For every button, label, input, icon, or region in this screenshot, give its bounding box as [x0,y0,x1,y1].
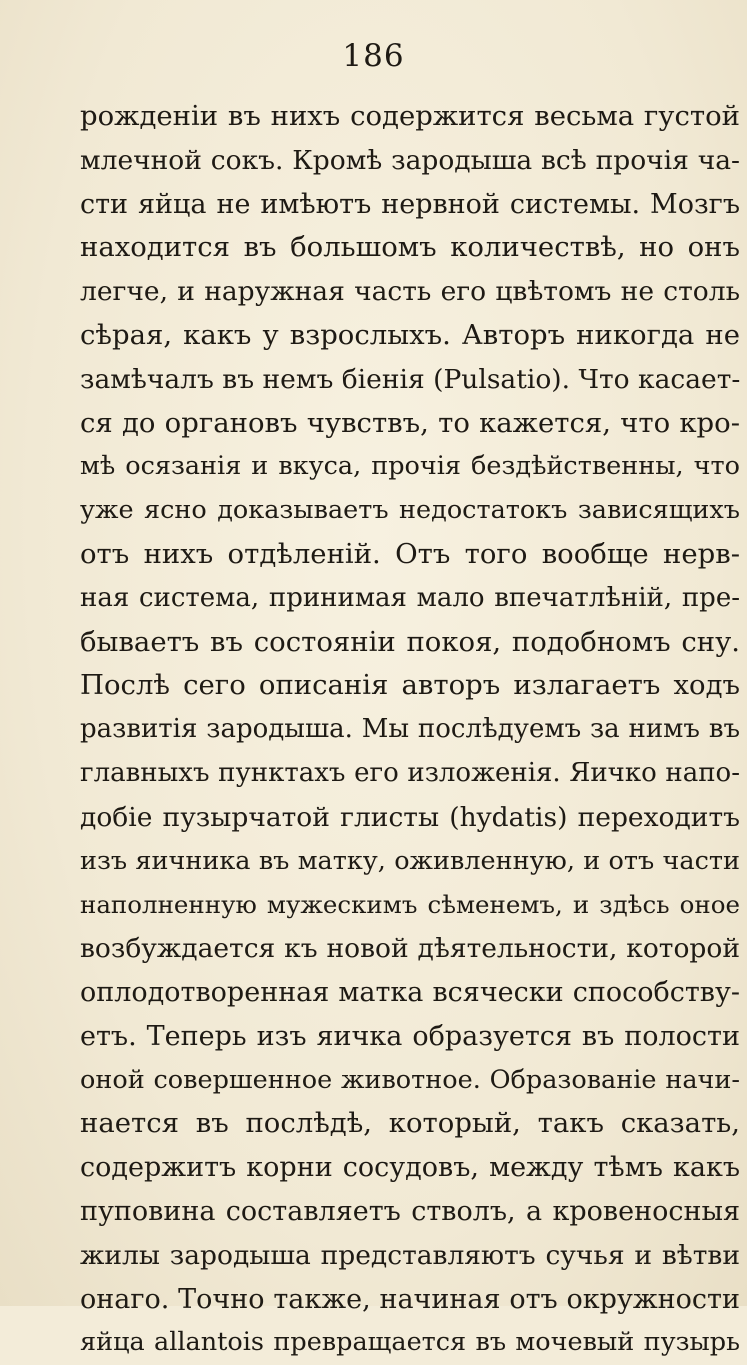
text-line: развитія зародыша. Мы послѣдуемъ за нимъ въ [80,714,740,745]
text-line: возбуждается къ новой дѣятельности, которой [80,933,740,965]
text-line: рожденіи въ нихъ содержится весьма густой [80,100,740,132]
text-line: етъ. Теперь изъ яичка образуется въ полости [80,1020,740,1052]
text-line: содержитъ корни сосудовъ, между тѣмъ какъ [80,1152,740,1184]
text-line: мѣ осязанія и вкуса, прочія бездѣйственны, что [80,451,740,482]
text-line: пуповина составляетъ стволъ, а кровеносныя [80,1195,740,1227]
text-line: находится въ большомъ количествѣ, но онъ [80,231,740,264]
text-line: онаго. Точно также, начиная отъ окружности [80,1283,740,1315]
page-number: 186 [342,38,405,74]
text-line: ся до органовъ чувствъ, то кажется, что кро- [80,406,740,439]
text-line: сти яйца не имѣютъ нервной системы. Мозгъ [80,188,740,220]
text-line: яйца allantois превращается въ мочевый пузырь [80,1327,740,1358]
text-line: легче, и наружная часть его цвѣтомъ не столь [80,276,740,308]
text-line: оной совершенное животное. Образованіе начи- [80,1064,740,1095]
text-line: сѣрая, какъ у взрослыхъ. Авторъ никогда не [80,318,740,351]
text-line: млечной сокъ. Кромѣ зародыша всѣ прочія ча- [80,144,740,176]
text-line: жилы зародыша представляютъ сучья и вѣтви [80,1239,740,1271]
text-line: оплодотворенная матка всячески способству- [80,976,740,1008]
body-text [80,95,740,1365]
text-line: бываетъ въ состояніи покоя, подобномъ сну. [80,625,740,658]
text-line: главныхъ пунктахъ его изложенія. Яичко напо- [80,757,740,788]
text-line: изъ яичника въ матку, оживленную, и отъ части [80,845,740,876]
text-line: нается въ послѣдѣ, который, такъ сказать, [80,1107,740,1140]
text-line: ная система, принимая мало впечатлѣній, пре- [80,582,740,613]
text-line: уже ясно доказываетъ недостатокъ зависящихъ [80,495,740,526]
text-line: наполненную мужескимъ сѣменемъ, и здѣсь оное [80,890,740,920]
text-line: замѣчалъ въ немъ біенія (Pulsatio). Что касает- [80,363,740,395]
text-line: отъ нихъ отдѣленій. Отъ того вообще нерв- [80,537,740,570]
text-line: добіе пузырчатой глисты (hydatis) переходитъ [80,801,740,833]
text-line: Послѣ сего описанія авторъ излагаетъ ходъ [80,669,740,702]
